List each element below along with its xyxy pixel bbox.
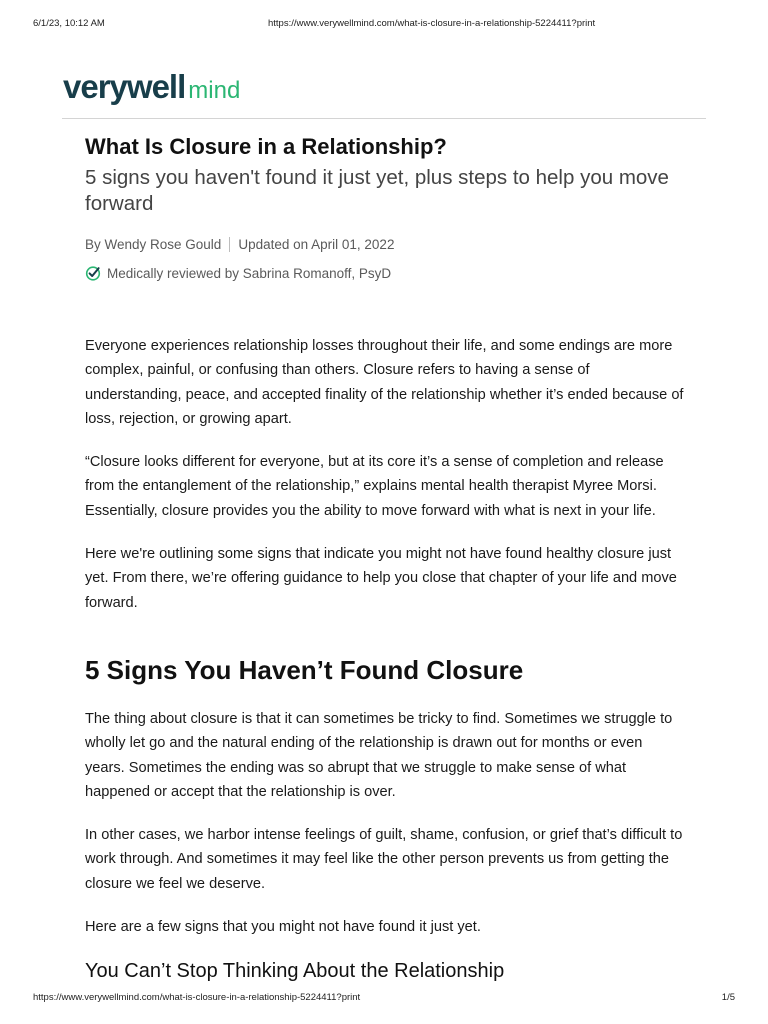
- print-datetime: 6/1/23, 10:12 AM: [33, 18, 105, 29]
- logo-brand: verywell: [63, 68, 186, 105]
- section-paragraph-2: In other cases, we harbor intense feelings of guilt, shame, confusion, or grief that’s difficult to work through. And sometimes it may feel like the other person prevents us from getting the closure we feel we deserve.: [85, 827, 683, 892]
- intro-paragraph-1: Everyone experiences relationship losses throughout their life, and some endings are more complex, painful, or confusing than others. Closure refers to having a sense of understanding, peace, and accepted finality of the relationship whether it’s ended because of loss, rejection, or growing apart.: [85, 338, 684, 427]
- intro-paragraph-2: “Closure looks different for everyone, but at its core it’s a sense of completion and release from the entanglement of the relationship,” explains mental health therapist Myree Morsi. Essentially, closure provides you the ability to move forward with what is next in your life.: [85, 454, 664, 519]
- medical-review: [85, 264, 685, 282]
- article-subtitle: 5 signs you haven't found it just yet, plus steps to help you move forward: [85, 166, 669, 215]
- print-header: [0, 18, 768, 32]
- section-heading: 5 Signs You Haven’t Found Closure: [85, 654, 524, 685]
- print-footer-url: https://www.verywellmind.com/what-is-closure-in-a-relationship-5224411?print: [33, 992, 361, 1003]
- page-number: 1/5: [721, 992, 735, 1003]
- header-divider: [62, 118, 706, 119]
- reviewer[interactable]: Medically reviewed by Sabrina Romanoff, PsyD: [107, 265, 392, 281]
- intro-paragraph-3: Here we're outlining some signs that indicate you might not have found healthy closure just yet. From there, we’re offering guidance to help you close that chapter of your life and move forward.: [85, 546, 677, 611]
- byline: [85, 235, 685, 253]
- logo-sub: mind: [188, 77, 241, 104]
- article-title: What Is Closure in a Relationship?: [85, 134, 447, 159]
- section-paragraph-1: The thing about closure is that it can sometimes be tricky to find. Sometimes we struggle to wholly let go and the natural ending of the relationship is drawn out for months or even years. Sometimes the ending was so abrupt that we struggle to make sense of what happened or accept that the relationship is over.: [85, 710, 673, 800]
- subsection-heading: You Can’t Stop Thinking About the Relationship: [85, 960, 505, 983]
- section-paragraph-3: Here are a few signs that you might not have found it just yet.: [85, 919, 481, 936]
- byline-divider: [229, 237, 230, 252]
- updated-date: Updated on April 01, 2022: [238, 236, 395, 252]
- author[interactable]: By Wendy Rose Gould: [85, 236, 222, 252]
- site-logo[interactable]: [63, 68, 240, 112]
- print-header-url: https://www.verywellmind.com/what-is-closure-in-a-relationship-5224411?print: [268, 18, 596, 29]
- article: [85, 132, 685, 984]
- article-body: [85, 334, 685, 984]
- check-badge-icon: [85, 265, 101, 281]
- print-footer: [0, 992, 768, 1006]
